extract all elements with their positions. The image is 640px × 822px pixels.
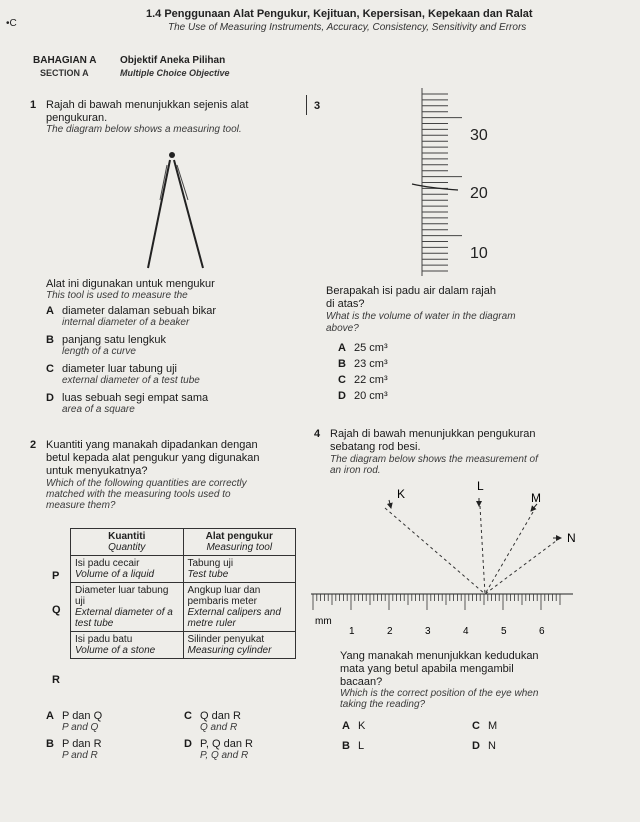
q1-options: [46, 305, 306, 415]
ruler-number-6: 6: [539, 626, 545, 637]
q2-stem-en-1: Which of the following quantities are correctly: [46, 478, 247, 489]
q2-stem-en-2: matched with the measuring tools used to: [46, 489, 231, 500]
q4-question-en-1: Which is the correct position of the eye when: [340, 688, 539, 699]
q3-option-b[interactable]: B 23 cm³: [338, 358, 388, 370]
q1-option-d[interactable]: D luas sebuah segi empat sama area of a square: [46, 392, 209, 415]
q3-option-c[interactable]: C 22 cm³: [338, 374, 388, 386]
eye-label-l: L: [477, 479, 484, 493]
q2-number: 2: [30, 439, 37, 451]
q3-option-a[interactable]: A 25 cm³: [338, 342, 388, 354]
q2-stem-ms-2: betul kepada alat pengukur yang digunakan: [46, 452, 260, 464]
chapter-title-en: The Use of Measuring Instruments, Accuracy, Consistency, Sensitivity and Errors: [168, 22, 527, 33]
table-header-row: [71, 529, 296, 556]
row-label-p: P: [52, 570, 60, 582]
quantity-tool-table: [70, 528, 296, 659]
q4-option-c[interactable]: C M: [472, 720, 498, 732]
q3-stem-en-2: above?: [326, 323, 359, 334]
corner-mark: •C: [6, 18, 17, 29]
section-title-ms: Objektif Aneka Pilihan: [120, 55, 226, 66]
q1-stem-ms-2: pengukuran.: [46, 112, 108, 124]
q4-stem-en-2: an iron rod.: [330, 465, 381, 476]
q3-number: 3: [314, 100, 321, 112]
ruler-unit-label: mm: [315, 616, 332, 627]
row-label-q: Q: [52, 604, 61, 616]
q2-stem-ms-3: untuk menyukatnya?: [46, 465, 148, 477]
table-row: Isi padu batu Volume of a stone Silinder penyukat Measuring cylinder: [71, 632, 296, 659]
q3-stem-ms-2: di atas?: [326, 298, 365, 310]
chapter-title-ms: 1.4 Penggunaan Alat Pengukur, Kejituan, Kepersisan, Kepekaan dan Ralat: [146, 8, 533, 20]
table-row: Diameter luar tabung uji External diameter of a test tube Angkup luar dan pembaris meter External calipers and metre ruler: [71, 583, 296, 632]
ruler-number-4: 4: [463, 626, 469, 637]
ruler-eye-position-diagram: [305, 478, 595, 648]
section-label-ms: BAHAGIAN A: [33, 55, 97, 66]
q4-option-d[interactable]: D N: [472, 740, 496, 752]
section-label-en: SECTION A: [40, 68, 89, 78]
q4-number: 4: [314, 428, 321, 440]
q2-stem-ms-1: Kuantiti yang manakah dipadankan dengan: [46, 439, 258, 451]
section-title-en: Multiple Choice Objective: [120, 68, 230, 78]
q2-option-c[interactable]: C Q dan R Q and R: [184, 710, 241, 733]
q4-question-ms-2: mata yang betul apabila mengambil: [340, 663, 514, 675]
ruler-number-5: 5: [501, 626, 507, 637]
scale-label-20: 20: [470, 185, 488, 202]
scale-label-10: 10: [470, 245, 488, 262]
q3-options: [338, 340, 388, 404]
ruler-number-2: 2: [387, 626, 393, 637]
col-header-quantity: Kuantiti Quantity: [71, 529, 184, 556]
q1-option-c[interactable]: C diameter luar tabung uji external diameter of a test tube: [46, 363, 200, 386]
q1-prompt-ms: Alat ini digunakan untuk mengukur: [46, 278, 215, 290]
q1-option-a[interactable]: A diameter dalaman sebuah bikar internal diameter of a beaker: [46, 305, 217, 328]
q1-number: 1: [30, 99, 37, 111]
q4-stem-ms-1: Rajah di bawah menunjukkan pengukuran: [330, 428, 536, 440]
eye-label-m: M: [531, 491, 541, 505]
q2-option-b[interactable]: B P dan R P and R: [46, 738, 102, 761]
q1-prompt-en: This tool is used to measure the: [46, 290, 188, 301]
col-header-tool: Alat pengukur Measuring tool: [183, 529, 296, 556]
q3-stem-en-1: What is the volume of water in the diagram: [326, 311, 516, 322]
q2-stem-en-3: measure them?: [46, 500, 116, 511]
row-label-r: R: [52, 674, 60, 686]
q4-option-a[interactable]: A K: [342, 720, 366, 732]
q4-question-ms-3: bacaan?: [340, 676, 383, 688]
ruler-number-1: 1: [349, 626, 355, 637]
q1-stem-ms-1: Rajah di bawah menunjukkan sejenis alat: [46, 99, 249, 111]
eye-label-k: K: [397, 487, 406, 501]
q4-stem-en-1: The diagram below shows the measurement of: [330, 454, 538, 465]
q2-option-a[interactable]: A P dan Q P and Q: [46, 710, 103, 733]
q4-question-ms-1: Yang manakah menunjukkan kedudukan: [340, 650, 539, 662]
measuring-cylinder-scale: [410, 88, 500, 280]
q3-option-d[interactable]: D 20 cm³: [338, 390, 388, 402]
q1-option-b[interactable]: B panjang satu lengkuk length of a curve: [46, 334, 166, 357]
ruler-number-3: 3: [425, 626, 431, 637]
q1-stem-en: The diagram below shows a measuring tool.: [46, 124, 242, 135]
q4-stem-ms-2: sebatang rod besi.: [330, 441, 421, 453]
table-row: Isi padu cecair Volume of a liquid Tabung uji Test tube: [71, 556, 296, 583]
eye-label-n: N: [567, 531, 576, 545]
column-divider: [306, 95, 307, 115]
q2-option-d[interactable]: D P, Q dan R P, Q and R: [184, 738, 253, 761]
divider-compass-diagram: [140, 140, 220, 275]
q3-stem-ms-1: Berapakah isi padu air dalam rajah: [326, 285, 496, 297]
scale-label-30: 30: [470, 127, 488, 144]
q4-option-b[interactable]: B L: [342, 740, 365, 752]
q4-question-en-2: taking the reading?: [340, 699, 426, 710]
